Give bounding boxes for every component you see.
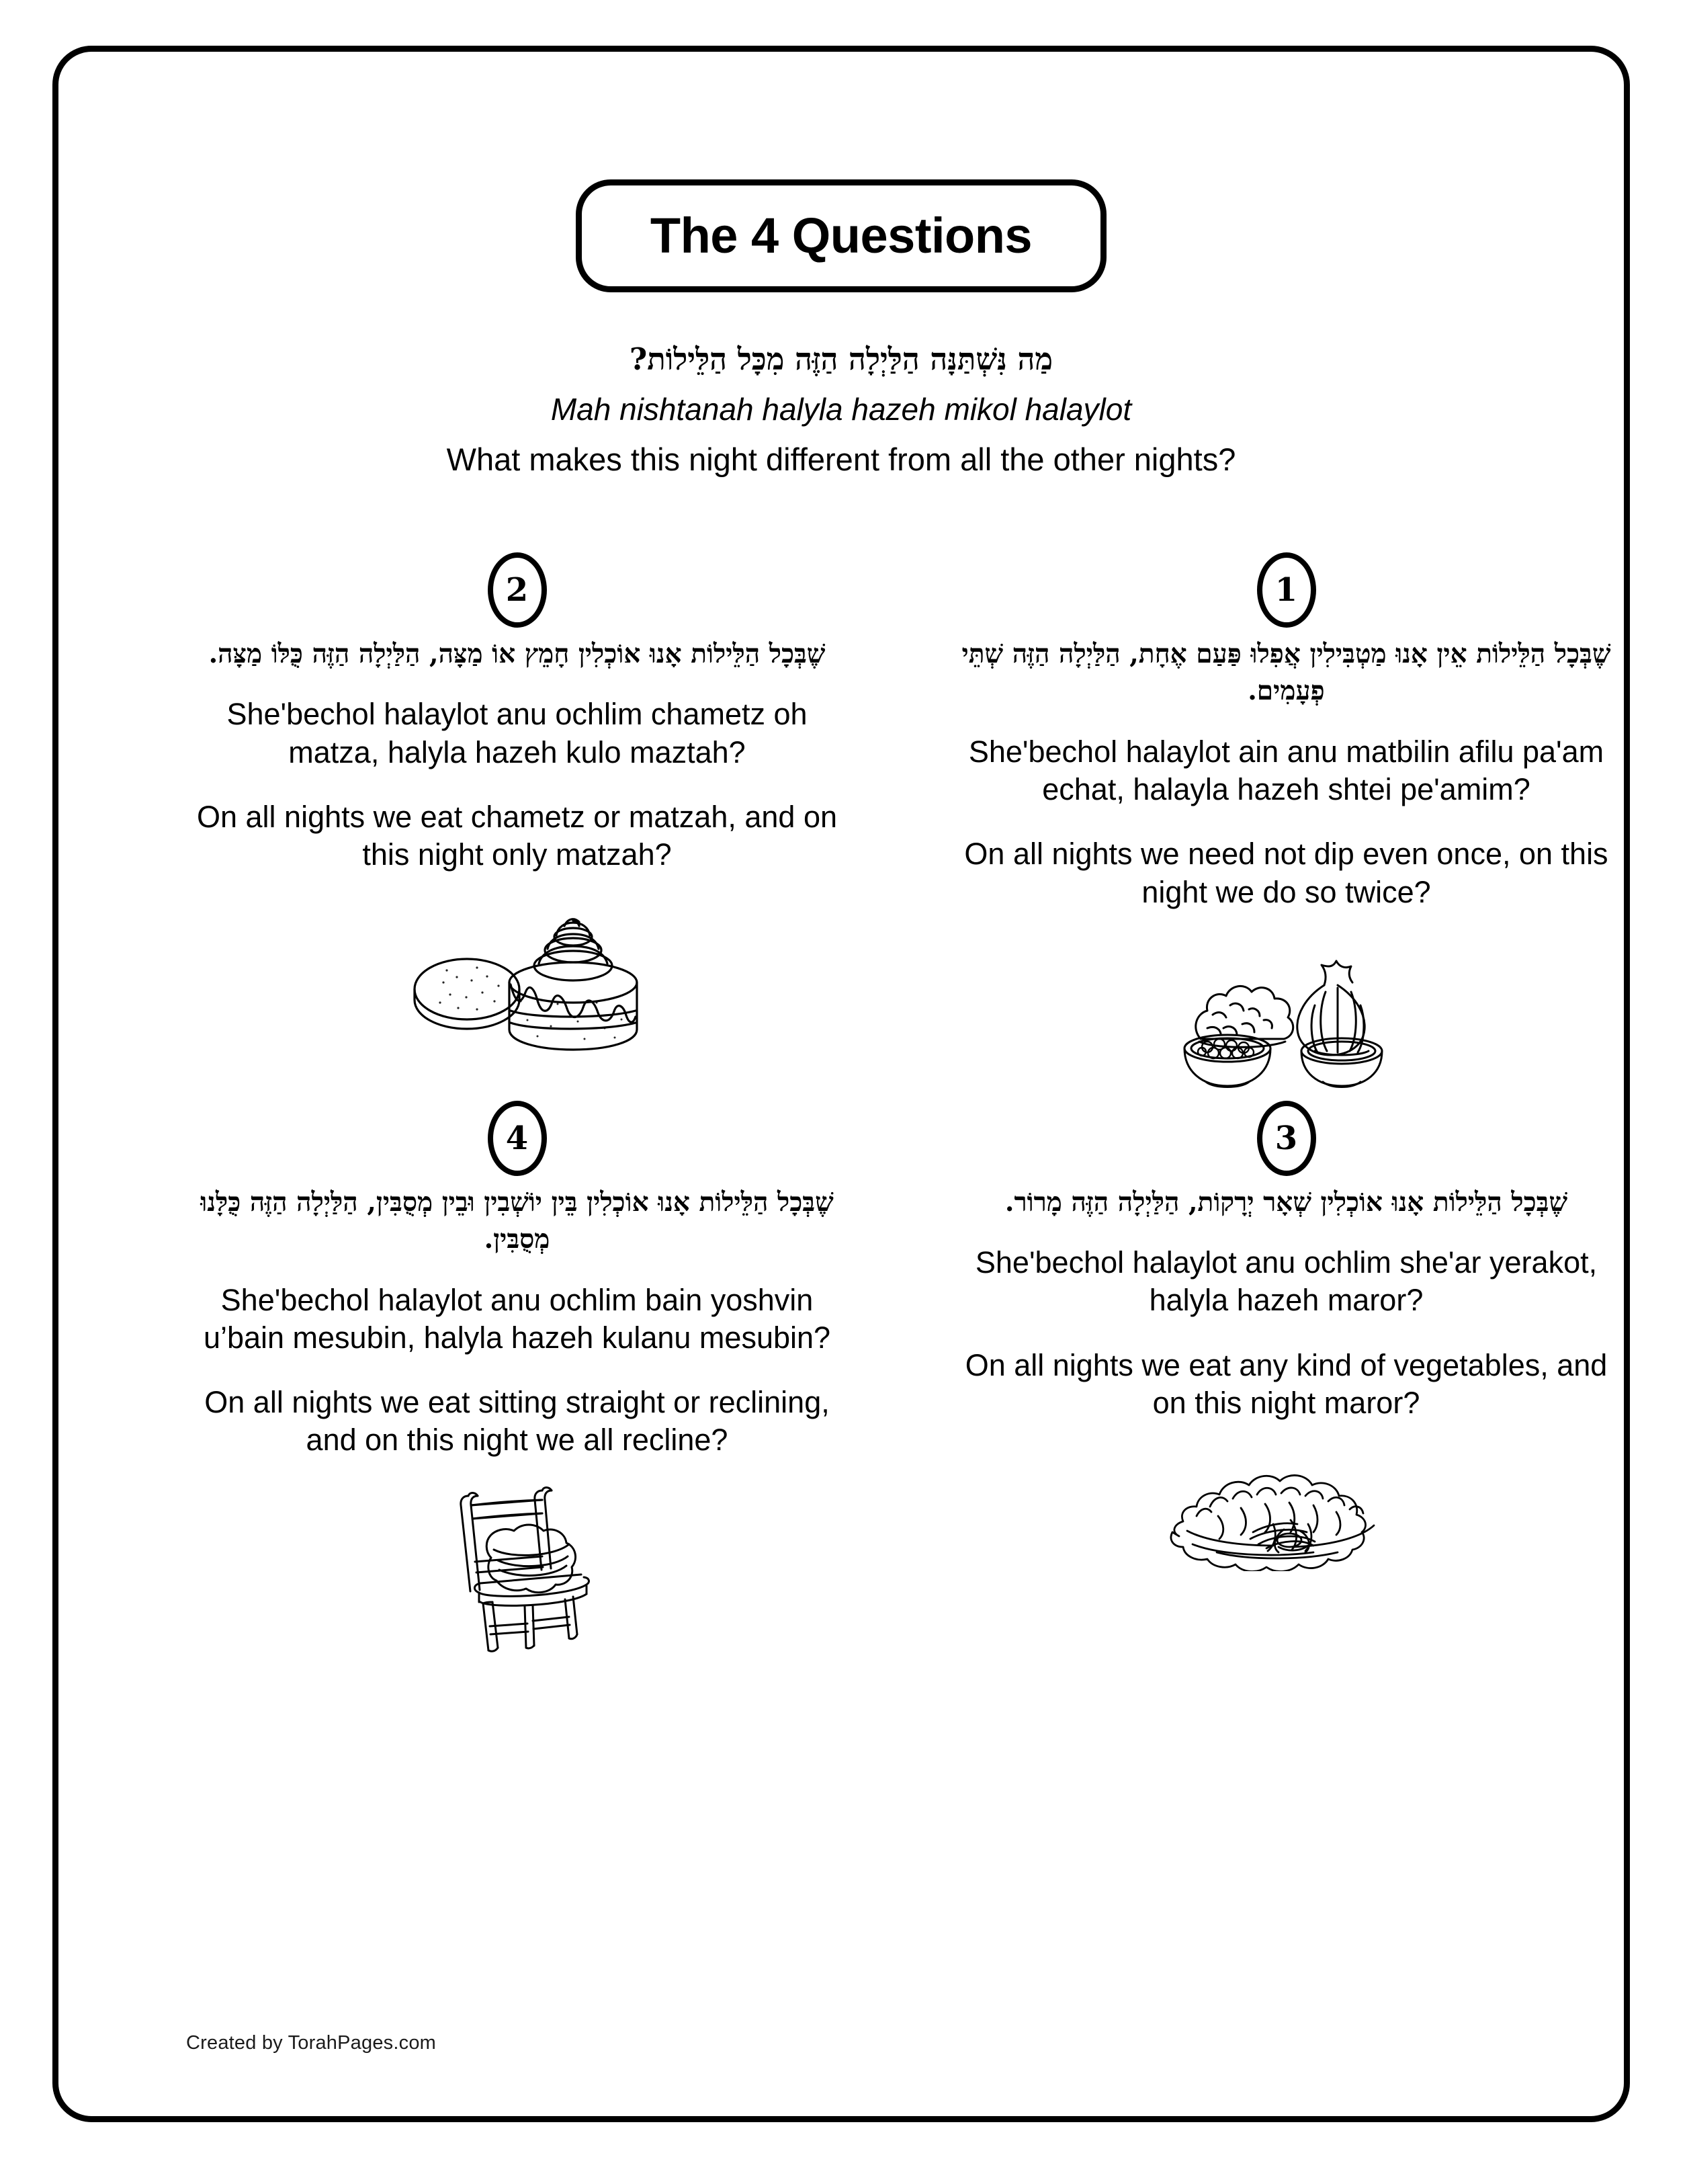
question-transliteration-1: She'bechol halaylot ain anu matbilin afilu pa'am echat, halayla hazeh shtei pe'amim? bbox=[968, 734, 1604, 806]
matzah-and-cake-illustration bbox=[383, 888, 652, 1056]
question-card-2 bbox=[146, 552, 888, 1094]
question-hebrew-2: שֶׁבְּכָל הַלֵּילוֹת אָנוּ אוֹכְלִין חָמֵץ אוֹ מַצָּה, הַלַּיְלָה הַזֶּה כֻּלּוֹ מַצָּה. bbox=[208, 638, 826, 669]
question-hebrew-4: שֶׁבְּכָל הַלֵּילוֹת אָנוּ אוֹכְלִין בֵּין יוֹשְׁבִין וּבֵין מְסֻבִּין, הַלַּיְלָה הַזֶּה כֻּלָּנוּ מְסֻבִּין. bbox=[200, 1186, 834, 1255]
question-english-2: On all nights we eat chametz or matzah, and on this night only matzah? bbox=[196, 799, 838, 872]
question-number-badge-1: 1 bbox=[1257, 552, 1316, 628]
question-transliteration-2: She'bechol halaylot anu ochlim chametz oh matza, halyla hazeh kulo maztah? bbox=[226, 697, 808, 769]
questions-grid bbox=[146, 552, 1657, 1656]
dipping-bowls-illustration bbox=[1159, 926, 1414, 1094]
title-badge bbox=[576, 179, 1107, 292]
question-card-1 bbox=[915, 552, 1657, 1094]
intro-block bbox=[203, 341, 1479, 480]
intro-hebrew-text: מַה נִּשְׁתַּנָּה הַלַּיְלָה הַזֶּה מִכָּל הַלֵּילוֹת? bbox=[629, 341, 1053, 377]
page-border-frame bbox=[52, 46, 1630, 2122]
question-english-4: On all nights we eat sitting straight or reclining, and on this night we all recline? bbox=[204, 1385, 830, 1458]
question-card-4 bbox=[146, 1101, 888, 1656]
intro-transliteration-text: Mah nishtanah halyla hazeh mikol halaylot bbox=[550, 392, 1132, 427]
footer-credit: Created by TorahPages.com bbox=[186, 2032, 437, 2054]
question-english-1: On all nights we need not dip even once, on this night we do so twice? bbox=[964, 837, 1608, 909]
maror-lettuce-illustration bbox=[1152, 1437, 1421, 1571]
question-hebrew-1: שֶׁבְּכָל הַלֵּילוֹת אֵין אָנוּ מַטְבִּילִין אֲפִלוּ פַּעַם אֶחָת, הַלַּיְלָה הַזֶּה שְׁתֵּי פְעָמִים. bbox=[961, 638, 1611, 707]
question-number-badge-4: 4 bbox=[488, 1101, 547, 1176]
intro-english-text: What makes this night different from all the other nights? bbox=[446, 441, 1236, 477]
question-transliteration-3: She'bechol halaylot anu ochlim she'ar yerakot, halyla hazeh maror? bbox=[975, 1245, 1598, 1318]
question-transliteration-4: She'bechol halaylot anu ochlim bain yoshvin u’bain mesubin, halyla hazeh kulanu mesubin? bbox=[203, 1282, 831, 1355]
question-english-3: On all nights we eat any kind of vegetables, and on this night maror? bbox=[965, 1347, 1608, 1420]
question-hebrew-3: שֶׁבְּכָל הַלֵּילוֹת אָנוּ אוֹכְלִין שְׁאָר יְרָקוֹת, הַלַּיְלָה הַזֶּה מָרוֹר. bbox=[1004, 1186, 1568, 1218]
question-number-badge-2: 2 bbox=[488, 552, 547, 628]
question-number-badge-3: 3 bbox=[1257, 1101, 1316, 1176]
question-card-3 bbox=[915, 1101, 1657, 1656]
chair-with-pillow-illustration bbox=[433, 1474, 601, 1656]
page-title: The 4 Questions bbox=[650, 208, 1033, 263]
